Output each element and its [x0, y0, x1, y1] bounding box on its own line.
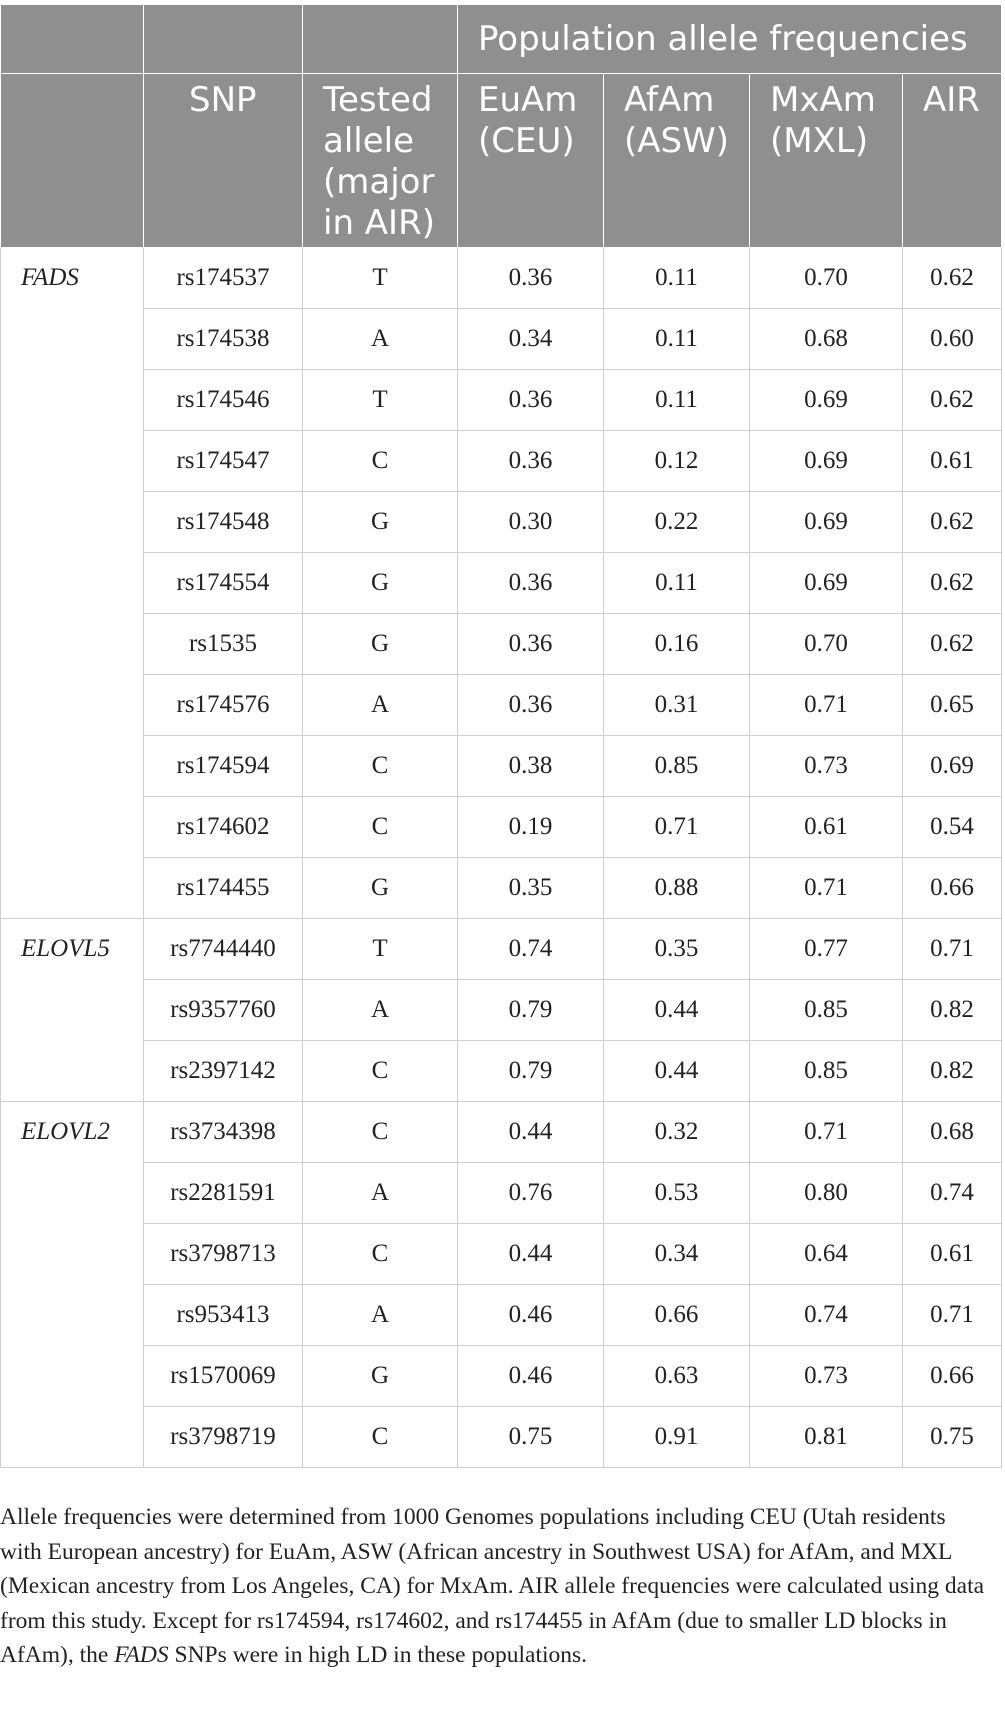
tested-allele-cell: T [303, 919, 458, 980]
afam-cell: 0.11 [604, 309, 750, 370]
mxam-cell: 0.68 [750, 309, 903, 370]
afam-cell: 0.31 [604, 675, 750, 736]
air-cell: 0.62 [903, 614, 1002, 675]
air-cell: 0.62 [903, 492, 1002, 553]
header-tested-allele: Tested allele (major in AIR) [303, 74, 458, 248]
tested-allele-cell: C [303, 1041, 458, 1102]
tested-allele-cell: T [303, 370, 458, 431]
afam-cell: 0.16 [604, 614, 750, 675]
tested-allele-cell: G [303, 492, 458, 553]
tested-allele-cell: A [303, 1285, 458, 1346]
table-footnote [0, 1500, 990, 1673]
allele-frequency-table [0, 4, 1002, 1468]
mxam-cell: 0.69 [750, 370, 903, 431]
table-row [1, 431, 1002, 492]
header-empty-cell [144, 5, 303, 74]
euam-cell: 0.79 [458, 1041, 604, 1102]
table-row [1, 1407, 1002, 1468]
afam-cell: 0.44 [604, 1041, 750, 1102]
euam-cell: 0.76 [458, 1163, 604, 1224]
snp-cell: rs174546 [144, 370, 303, 431]
euam-cell: 0.19 [458, 797, 604, 858]
euam-cell: 0.75 [458, 1407, 604, 1468]
snp-cell: rs953413 [144, 1285, 303, 1346]
tested-allele-cell: T [303, 248, 458, 309]
afam-cell: 0.22 [604, 492, 750, 553]
mxam-cell: 0.81 [750, 1407, 903, 1468]
mxam-cell: 0.70 [750, 248, 903, 309]
snp-cell: rs174576 [144, 675, 303, 736]
tested-allele-cell: G [303, 858, 458, 919]
snp-cell: rs1535 [144, 614, 303, 675]
snp-cell: rs174602 [144, 797, 303, 858]
snp-cell: rs174538 [144, 309, 303, 370]
header-mxam: MxAm (MXL) [750, 74, 903, 248]
air-cell: 0.75 [903, 1407, 1002, 1468]
tested-allele-cell: G [303, 1346, 458, 1407]
mxam-cell: 0.73 [750, 736, 903, 797]
euam-cell: 0.46 [458, 1346, 604, 1407]
euam-cell: 0.44 [458, 1102, 604, 1163]
euam-cell: 0.38 [458, 736, 604, 797]
tested-allele-cell: C [303, 1102, 458, 1163]
euam-cell: 0.35 [458, 858, 604, 919]
table-row [1, 1346, 1002, 1407]
mxam-cell: 0.64 [750, 1224, 903, 1285]
afam-cell: 0.12 [604, 431, 750, 492]
mxam-cell: 0.69 [750, 431, 903, 492]
snp-cell: rs3798719 [144, 1407, 303, 1468]
air-cell: 0.71 [903, 1285, 1002, 1346]
air-cell: 0.82 [903, 980, 1002, 1041]
afam-cell: 0.44 [604, 980, 750, 1041]
tested-allele-cell: C [303, 736, 458, 797]
table-row [1, 797, 1002, 858]
afam-cell: 0.88 [604, 858, 750, 919]
snp-cell: rs174455 [144, 858, 303, 919]
table-row [1, 614, 1002, 675]
snp-cell: rs2397142 [144, 1041, 303, 1102]
afam-cell: 0.11 [604, 553, 750, 614]
header-snp: SNP [144, 74, 303, 248]
tested-allele-cell: A [303, 1163, 458, 1224]
table-row [1, 248, 1002, 309]
mxam-cell: 0.71 [750, 858, 903, 919]
tested-allele-cell: C [303, 431, 458, 492]
table-row [1, 736, 1002, 797]
table-row [1, 492, 1002, 553]
table-row [1, 1041, 1002, 1102]
header-euam: EuAm (CEU) [458, 74, 604, 248]
header-group-row [1, 5, 1002, 74]
euam-cell: 0.36 [458, 370, 604, 431]
euam-cell: 0.30 [458, 492, 604, 553]
footnote-text-2: SNPs were in high LD in these populations. [168, 1642, 588, 1668]
afam-cell: 0.66 [604, 1285, 750, 1346]
tested-allele-cell: G [303, 614, 458, 675]
table-row [1, 1285, 1002, 1346]
table-body [1, 248, 1002, 1468]
air-cell: 0.60 [903, 309, 1002, 370]
tested-allele-cell: C [303, 797, 458, 858]
table-row [1, 309, 1002, 370]
euam-cell: 0.79 [458, 980, 604, 1041]
afam-cell: 0.11 [604, 370, 750, 431]
tested-allele-cell: C [303, 1407, 458, 1468]
afam-cell: 0.53 [604, 1163, 750, 1224]
snp-cell: rs174594 [144, 736, 303, 797]
table-row [1, 919, 1002, 980]
air-cell: 0.68 [903, 1102, 1002, 1163]
tested-allele-cell: G [303, 553, 458, 614]
euam-cell: 0.36 [458, 431, 604, 492]
gene-cell: ELOVL2 [1, 1102, 144, 1468]
header-empty-cell [303, 5, 458, 74]
table-row [1, 675, 1002, 736]
header-population-frequencies: Population allele frequencies [458, 5, 1002, 74]
air-cell: 0.66 [903, 858, 1002, 919]
afam-cell: 0.91 [604, 1407, 750, 1468]
header-empty-cell [1, 5, 144, 74]
afam-cell: 0.85 [604, 736, 750, 797]
table-row [1, 370, 1002, 431]
allele-frequency-table-container [0, 4, 1001, 1468]
header-air: AIR [903, 74, 1002, 248]
afam-cell: 0.32 [604, 1102, 750, 1163]
table-row [1, 1102, 1002, 1163]
air-cell: 0.65 [903, 675, 1002, 736]
air-cell: 0.61 [903, 1224, 1002, 1285]
snp-cell: rs174548 [144, 492, 303, 553]
snp-cell: rs1570069 [144, 1346, 303, 1407]
euam-cell: 0.34 [458, 309, 604, 370]
snp-cell: rs174547 [144, 431, 303, 492]
euam-cell: 0.74 [458, 919, 604, 980]
table-row [1, 1163, 1002, 1224]
mxam-cell: 0.69 [750, 492, 903, 553]
euam-cell: 0.44 [458, 1224, 604, 1285]
mxam-cell: 0.85 [750, 980, 903, 1041]
table-row [1, 553, 1002, 614]
euam-cell: 0.36 [458, 553, 604, 614]
table-row [1, 980, 1002, 1041]
afam-cell: 0.35 [604, 919, 750, 980]
air-cell: 0.69 [903, 736, 1002, 797]
euam-cell: 0.36 [458, 248, 604, 309]
tested-allele-cell: A [303, 980, 458, 1041]
euam-cell: 0.36 [458, 675, 604, 736]
afam-cell: 0.71 [604, 797, 750, 858]
header-column-row [1, 74, 1002, 248]
mxam-cell: 0.73 [750, 1346, 903, 1407]
air-cell: 0.54 [903, 797, 1002, 858]
table-row [1, 1224, 1002, 1285]
air-cell: 0.62 [903, 370, 1002, 431]
gene-cell: FADS [1, 248, 144, 919]
air-cell: 0.71 [903, 919, 1002, 980]
snp-cell: rs9357760 [144, 980, 303, 1041]
afam-cell: 0.34 [604, 1224, 750, 1285]
air-cell: 0.62 [903, 553, 1002, 614]
mxam-cell: 0.77 [750, 919, 903, 980]
mxam-cell: 0.69 [750, 553, 903, 614]
mxam-cell: 0.70 [750, 614, 903, 675]
snp-cell: rs3798713 [144, 1224, 303, 1285]
air-cell: 0.62 [903, 248, 1002, 309]
air-cell: 0.66 [903, 1346, 1002, 1407]
mxam-cell: 0.61 [750, 797, 903, 858]
air-cell: 0.74 [903, 1163, 1002, 1224]
tested-allele-cell: C [303, 1224, 458, 1285]
snp-cell: rs7744440 [144, 919, 303, 980]
tested-allele-cell: A [303, 309, 458, 370]
euam-cell: 0.46 [458, 1285, 604, 1346]
mxam-cell: 0.71 [750, 675, 903, 736]
afam-cell: 0.11 [604, 248, 750, 309]
mxam-cell: 0.80 [750, 1163, 903, 1224]
footnote-text-1: Allele frequencies were determined from 1000 Genomes populations including CEU (Utah residents with European ancestry) for EuAm, ASW (African ancestry in Southwest USA) for AfAm, and MXL (Mexican ancestry from Los Angeles, CA) for MxAm. AIR allele frequencies were calculated using data from this study. Except for rs174594, rs174602, and rs174455 in AfAm (due to smaller LD blocks in AfAm), the [0, 1504, 985, 1668]
mxam-cell: 0.85 [750, 1041, 903, 1102]
afam-cell: 0.63 [604, 1346, 750, 1407]
euam-cell: 0.36 [458, 614, 604, 675]
air-cell: 0.61 [903, 431, 1002, 492]
snp-cell: rs174537 [144, 248, 303, 309]
header-afam: AfAm (ASW) [604, 74, 750, 248]
snp-cell: rs3734398 [144, 1102, 303, 1163]
table-header [1, 5, 1002, 248]
snp-cell: rs2281591 [144, 1163, 303, 1224]
gene-cell: ELOVL5 [1, 919, 144, 1102]
header-empty-cell [1, 74, 144, 248]
air-cell: 0.82 [903, 1041, 1002, 1102]
mxam-cell: 0.71 [750, 1102, 903, 1163]
mxam-cell: 0.74 [750, 1285, 903, 1346]
tested-allele-cell: A [303, 675, 458, 736]
table-row [1, 858, 1002, 919]
footnote-gene-italic: FADS [114, 1642, 169, 1668]
snp-cell: rs174554 [144, 553, 303, 614]
